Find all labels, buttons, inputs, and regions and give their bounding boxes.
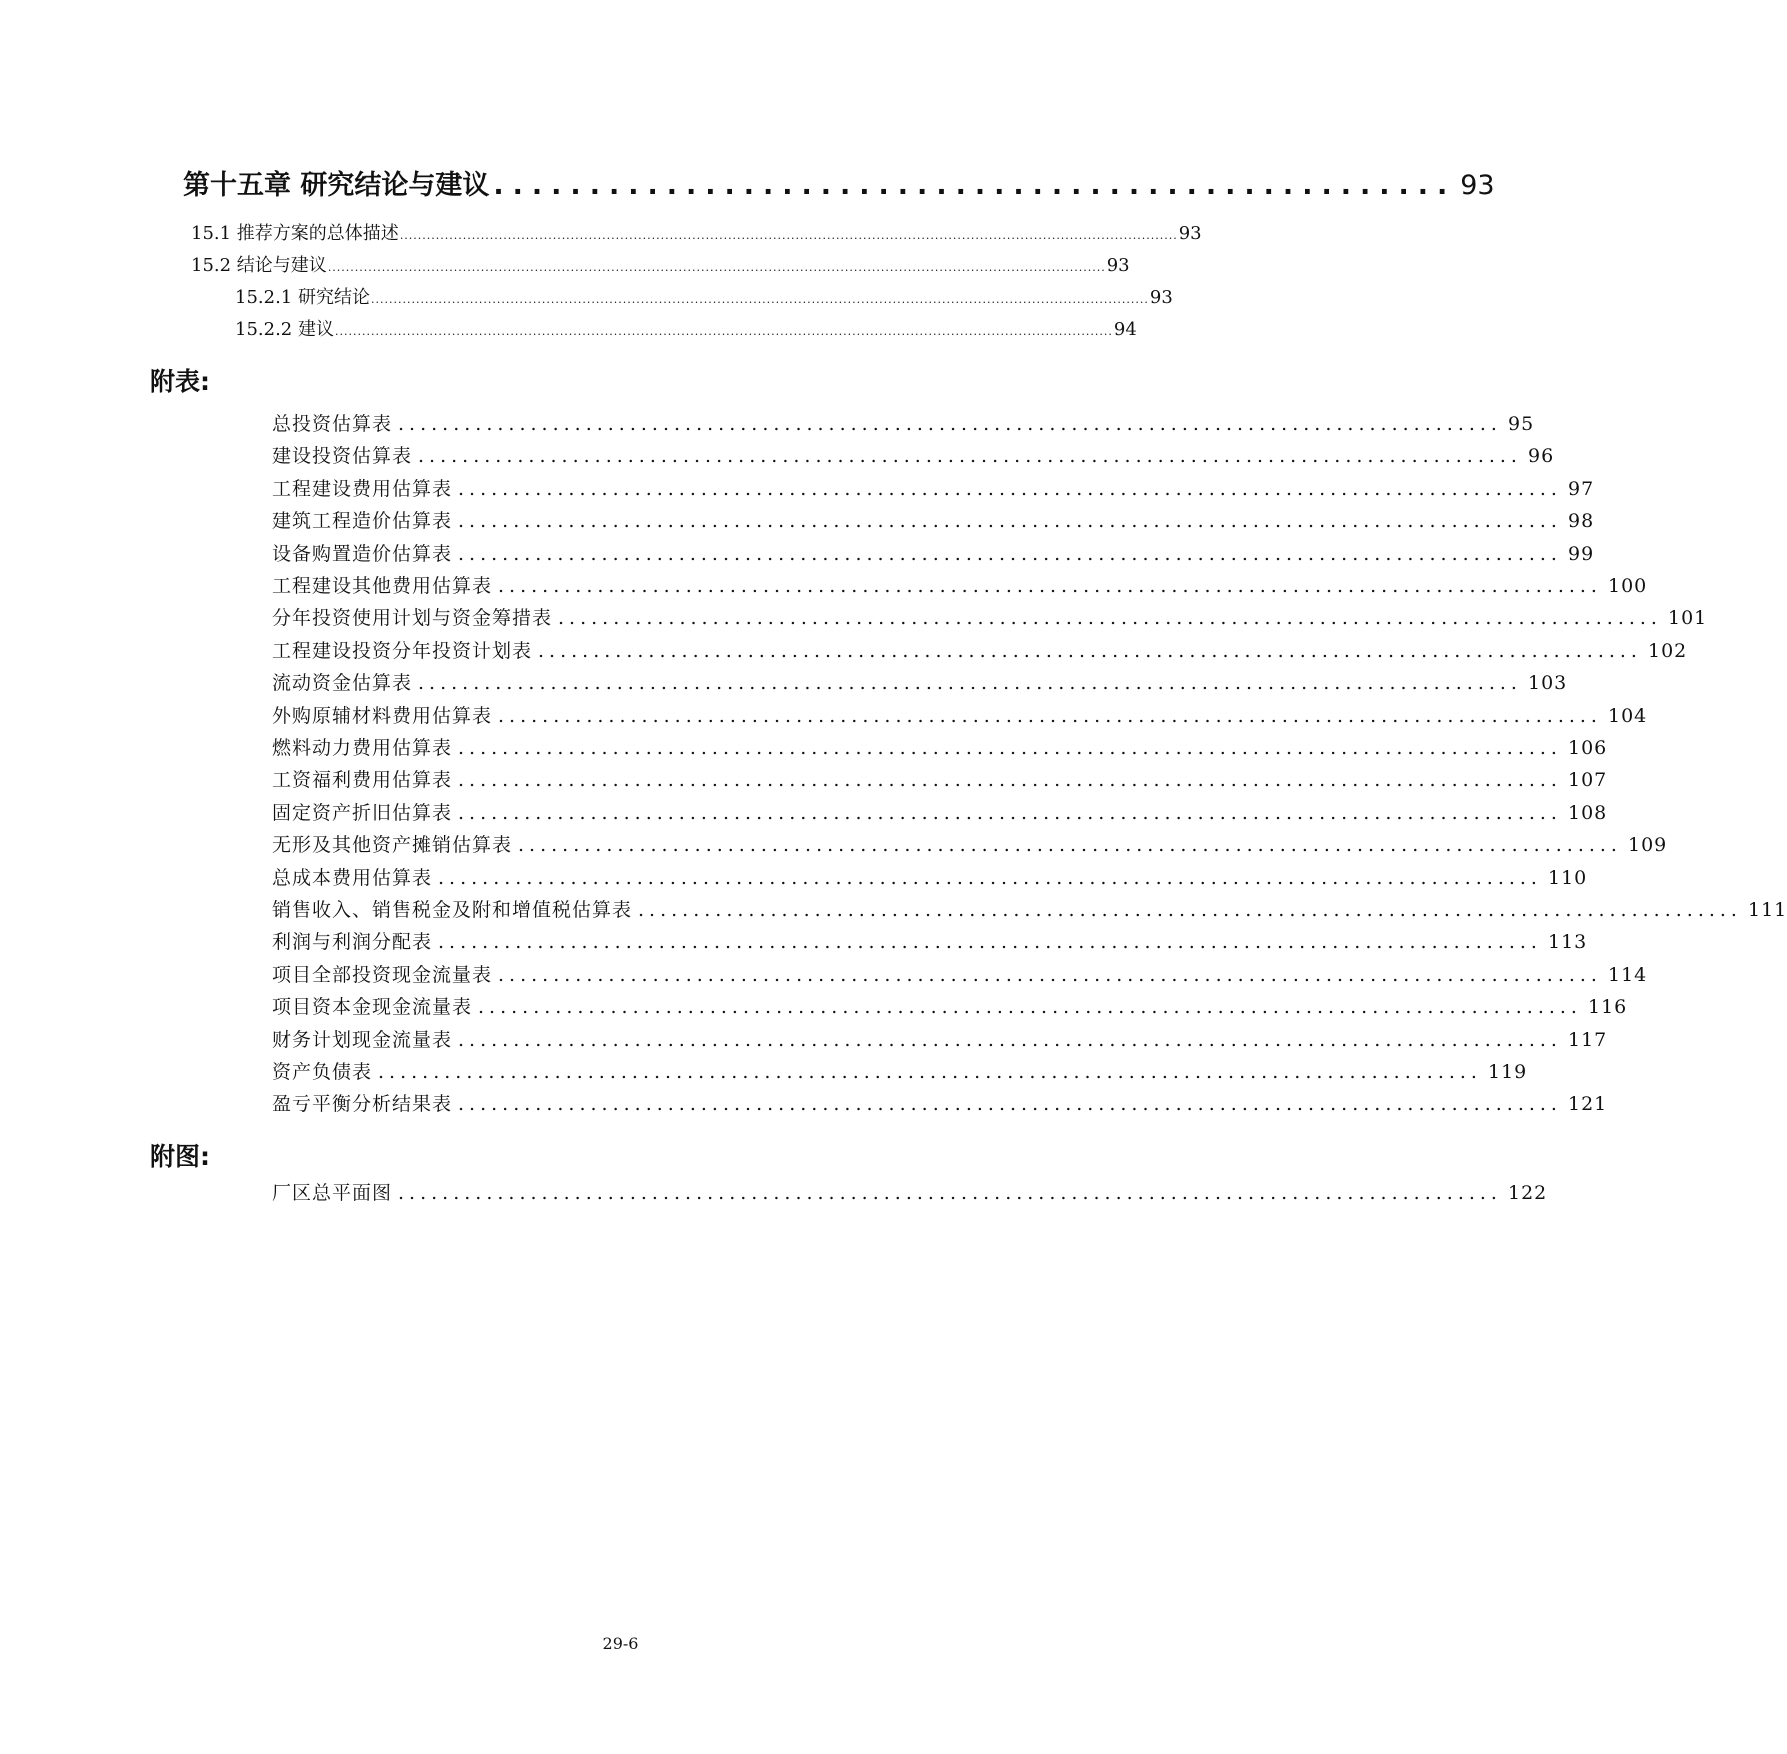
dot-leader: ....................................................................................................: [638, 899, 1742, 921]
appendix-entry-page: 110: [1547, 866, 1588, 889]
appendix-entry-label: 总投资估算表: [272, 413, 393, 435]
appendix-entry[interactable]: [272, 668, 1568, 695]
dot-leader: ....................................................................................................: [458, 477, 1562, 500]
appendix-entry[interactable]: [272, 830, 1668, 857]
appendix-entry-label: 利润与利润分配表: [272, 931, 433, 954]
appendix-entry[interactable]: [272, 992, 1628, 1019]
appendix-entry-label: 分年投资使用计划与资金筹措表: [272, 607, 553, 630]
dot-leader: ....................................................................................................: [458, 1028, 1562, 1051]
appendix-entry-page: 104: [1607, 704, 1648, 727]
appendix-entry-label: 项目全部投资现金流量表: [272, 963, 493, 986]
dot-leader: ....................................................................................................: [438, 931, 1542, 954]
appendix-entry[interactable]: [272, 895, 1787, 922]
appendix-entry[interactable]: [272, 798, 1608, 825]
dot-leader: .............................................................................................................................................................................: [370, 293, 1149, 306]
appendix-entry[interactable]: [272, 409, 1535, 436]
appendix-entry[interactable]: [272, 765, 1608, 792]
appendix-entry-page: 116: [1587, 996, 1628, 1019]
chapter-title: 第十五章 研究结论与建议: [183, 170, 490, 201]
appendix-entry[interactable]: [272, 603, 1708, 630]
appendix-entry-page: 113: [1547, 931, 1588, 954]
dot-leader: .............................................................................................................................................................................: [327, 261, 1106, 274]
appendix-entry-page: 95: [1507, 413, 1535, 435]
dot-leader: ....................................................................................................: [458, 542, 1562, 565]
appendix-entry-label: 流动资金估算表: [272, 672, 413, 695]
dot-leader: ....................................................................................................: [498, 963, 1602, 986]
appendix-entry-page: 97: [1567, 477, 1595, 500]
appendix-entry-page: 122: [1507, 1182, 1548, 1204]
dot-leader: ....................................................................................................: [498, 575, 1602, 597]
appendix-entry-label: 销售收入、销售税金及附和增值税估算表: [272, 899, 633, 921]
dot-leader: .............................................................................................................................................................................: [334, 325, 1113, 338]
appendix-entry[interactable]: [272, 927, 1588, 954]
appendix-entry-label: 资产负债表: [272, 1061, 373, 1083]
appendix-entry[interactable]: [272, 539, 1595, 566]
appendix-entry-page: 119: [1487, 1061, 1528, 1083]
toc-entry[interactable]: [191, 251, 1130, 277]
toc-entry-page: 93: [1149, 287, 1173, 308]
appendix-entry-label: 建设投资估算表: [272, 445, 413, 468]
appendix-figures-heading: 附图:: [150, 1142, 210, 1171]
appendix-entry[interactable]: [272, 701, 1648, 728]
appendix-entry[interactable]: [272, 960, 1648, 987]
toc-entry-page: 93: [1178, 223, 1202, 244]
appendix-entry[interactable]: [272, 571, 1648, 598]
appendix-entry-label: 项目资本金现金流量表: [272, 996, 473, 1019]
appendix-entry-label: 工程建设费用估算表: [272, 477, 453, 500]
appendix-entry[interactable]: [272, 1089, 1608, 1116]
appendix-entry-label: 建筑工程造价估算表: [272, 510, 453, 533]
dot-leader: ....................................................................................................: [558, 607, 1662, 630]
appendix-entry-label: 工资福利费用估算表: [272, 769, 453, 792]
appendix-entry-label: 盈亏平衡分析结果表: [272, 1093, 453, 1116]
dot-leader: .............................................................................................................................................................................: [399, 229, 1178, 242]
dot-leader: ....................................................................................................: [458, 737, 1562, 759]
toc-entry-page: 94: [1113, 319, 1137, 340]
toc-entry[interactable]: [235, 315, 1137, 341]
appendix-entry-page: 102: [1647, 639, 1688, 662]
appendix-entry[interactable]: [272, 1178, 1548, 1205]
dot-leader: ....................................................................................................: [378, 1061, 1482, 1083]
appendix-entry[interactable]: [272, 636, 1688, 663]
appendix-entry[interactable]: [272, 441, 1555, 468]
appendix-entry[interactable]: [272, 733, 1608, 760]
toc-entry[interactable]: [191, 219, 1202, 245]
dot-leader: ....................................................................................................: [418, 445, 1522, 468]
appendix-entry-label: 厂区总平面图: [272, 1182, 393, 1204]
toc-entry-label: 15.1 推荐方案的总体描述: [191, 223, 399, 244]
appendix-entry[interactable]: [272, 1057, 1528, 1084]
appendix-entry-label: 财务计划现金流量表: [272, 1028, 453, 1051]
appendix-entry-page: 111: [1747, 899, 1787, 921]
dot-leader: ....................................................................................................: [438, 866, 1542, 889]
appendix-entry-label: 固定资产折旧估算表: [272, 801, 453, 824]
appendix-entry-page: 98: [1567, 510, 1595, 533]
appendix-entry-label: 燃料动力费用估算表: [272, 737, 453, 759]
dot-leader: ....................................................................................................: [398, 413, 1502, 435]
dot-leader: ....................................................................................................: [458, 510, 1562, 533]
dot-leader: ....................................................................................................: [458, 801, 1562, 824]
appendix-entry-page: 108: [1567, 801, 1608, 824]
appendix-entry-page: 109: [1627, 834, 1668, 857]
appendix-entry-page: 103: [1527, 672, 1568, 695]
appendix-entry-page: 106: [1567, 737, 1608, 759]
toc-entry-label: 15.2.1 研究结论: [235, 287, 370, 308]
dot-leader: ..................................................: [493, 170, 1457, 201]
appendix-entry[interactable]: [272, 506, 1595, 533]
appendix-entry-page: 100: [1607, 575, 1648, 597]
toc-entry[interactable]: [235, 283, 1173, 309]
appendix-entry[interactable]: [272, 863, 1588, 890]
dot-leader: ....................................................................................................: [398, 1182, 1502, 1204]
toc-chapter-entry[interactable]: [183, 163, 1495, 202]
appendix-entry-page: 101: [1667, 607, 1708, 630]
chapter-page-number: 93: [1460, 170, 1495, 201]
dot-leader: ....................................................................................................: [478, 996, 1582, 1019]
dot-leader: ....................................................................................................: [538, 639, 1642, 662]
appendix-entry[interactable]: [272, 1025, 1608, 1052]
appendix-entry-page: 99: [1567, 542, 1595, 565]
appendix-entry-label: 外购原辅材料费用估算表: [272, 704, 493, 727]
toc-entry-page: 93: [1106, 255, 1130, 276]
appendix-entry[interactable]: [272, 474, 1595, 501]
appendix-entry-page: 121: [1567, 1093, 1608, 1116]
appendix-entry-label: 总成本费用估算表: [272, 866, 433, 889]
appendix-entry-label: 无形及其他资产摊销估算表: [272, 834, 513, 857]
dot-leader: ....................................................................................................: [458, 769, 1562, 792]
appendix-entry-label: 设备购置造价估算表: [272, 542, 453, 565]
dot-leader: ....................................................................................................: [518, 834, 1622, 857]
dot-leader: ....................................................................................................: [458, 1093, 1562, 1116]
toc-entry-label: 15.2 结论与建议: [191, 255, 327, 276]
dot-leader: ....................................................................................................: [418, 672, 1522, 695]
appendix-entry-page: 107: [1567, 769, 1608, 792]
appendix-tables-heading: 附表:: [150, 367, 210, 396]
toc-entry-label: 15.2.2 建议: [235, 319, 334, 340]
appendix-entry-label: 工程建设投资分年投资计划表: [272, 639, 533, 662]
dot-leader: ....................................................................................................: [498, 704, 1602, 727]
appendix-entry-page: 117: [1567, 1028, 1608, 1051]
appendix-entry-page: 96: [1527, 445, 1555, 468]
appendix-entry-label: 工程建设其他费用估算表: [272, 575, 493, 597]
page-footer-number: 29-6: [602, 1634, 639, 1653]
appendix-entry-page: 114: [1607, 963, 1648, 986]
